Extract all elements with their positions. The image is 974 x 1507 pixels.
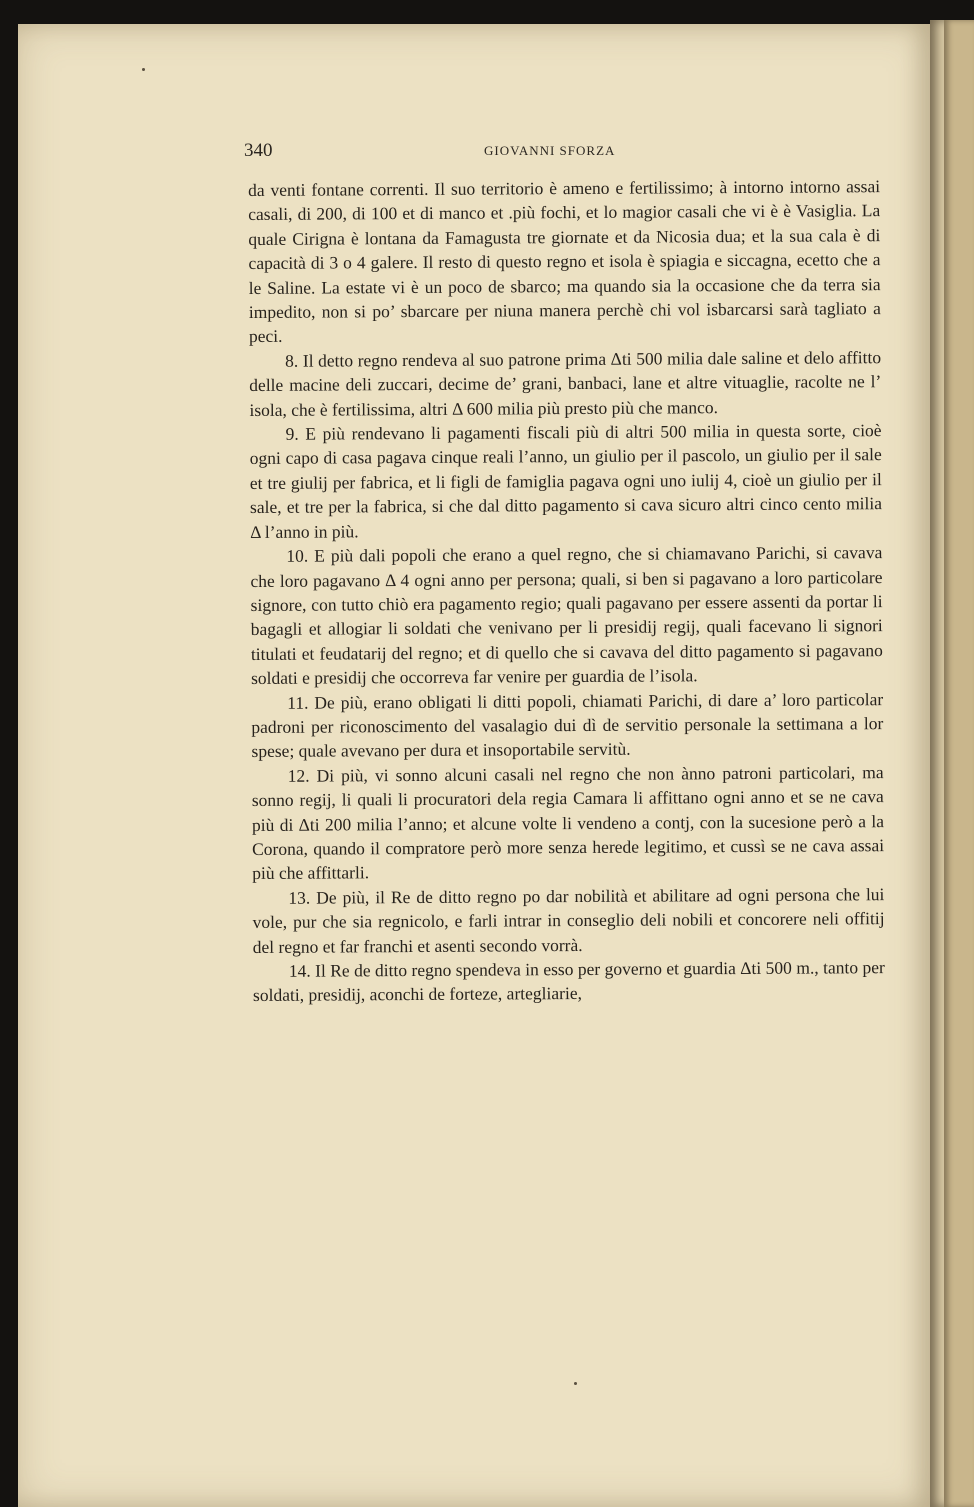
ink-speck — [574, 1382, 577, 1385]
paragraph-14: 14. Il Re de ditto regno spendeva in esso per governo et guardia Δti 500 m., tanto per soldati, presidij, aconchi de forteze, artegliarie, — [252, 957, 885, 1006]
paragraph-12: 12. Di più, vi sonno alcuni casali nel regno che non ànno patroni particolari, ma sonno regij, li quali li procuratori dela regia Camara li affittano ogni anno et se ne cava più di Δti 200 milia l’anno; et alcune volte li vendeno a contj, con la sucesione però a la Corona, quando il compratore però more senza herede legitimo, et cussì se ne cava assai più che affittarli. — [251, 761, 885, 884]
page-header — [244, 140, 880, 166]
adjacent-page-edge — [930, 20, 974, 1507]
paragraph-11: 11. De più, erano obligati li ditti popoli, chiamati Parichi, di dare a’ loro particolar padroni per riconoscimento del vasalagio dui dì de servitio personale la settimana a lor spese; quale avevano per dura et insoportabile servitù. — [251, 688, 884, 762]
paragraph-13: 13. De più, il Re de ditto regno po dar nobilità et abilitare ad ogni persona che lui vole, pur che sia regnicolo, e farli intrar in conseglio deli nobili et concorere neli offitij del regno et far franchi et asenti secondo vorrà. — [252, 883, 885, 957]
ink-speck — [142, 68, 145, 71]
page-number: 340 — [244, 140, 273, 161]
paragraph-continuation: da venti fontane correnti. Il suo territorio è ameno e fertilissimo; à intorno intorno assai casali, di 200, di 100 et di manco et .più fochi, et lo magior casali che vi è è Vasiglia. La quale Cirigna è lontana da Famagusta tre giornate et da Nicosia dua; et la sua cala è di capacità di 3 o 4 galere. Il resto di questo regno et isola è spiagia e siccagna, ecetto che a le Saline. La estate vi è un poco de sbarco; ma quando sia la occasione che da terra sia impedito, non si po’ sbarcare per niuna manera perchè chi vol isbarcarsi sarà tagliato a peci. — [248, 176, 881, 347]
running-head: GIOVANNI SFORZA — [484, 143, 616, 158]
paragraph-9: 9. E più rendevano li pagamenti fiscali più di altri 500 milia in questa sorte, cioè ogni capo di casa pagava cinque reali l’anno, un giulio per il pascolo, un giulio per il sale et tre giulij per fabrica, et li figli de famiglia pagava ogni uno iulij 4, cioè un giulio per il sale, et tre per la fabrica, si che dal ditto pagamento si cava sicuro altri cinco cento milia Δ l’anno in più. — [249, 420, 883, 542]
paragraph-8: 8. Il detto regno rendeva al suo patrone prima Δti 500 milia dale saline et delo affitto delle macine deli zuccari, decime de’ grani, banbaci, lane et altre vituaglie, racolte ne l’ isola, che è fertilissima, altri Δ 600 milia più presto più che manco. — [249, 346, 882, 420]
paragraph-10: 10. E più dali popoli che erano a quel regno, che si chiamavano Parichi, si cavava che loro pagavano Δ 4 ogni anno per persona; quali, si ben si pagavano a loro particolare signore, con tutto chiò era pagamento regio; quali pagavano per essere assenti da portar li bagagli et allogiar li soldati che venivano per li presidij regij, quali facevano li signori titulati et feudatarij del regno; et di quello che si cavava del ditto pagamento si pagavano soldati e presidij che occorreva far venire per guardia de l’isola. — [250, 542, 883, 689]
body-text — [248, 174, 885, 1008]
